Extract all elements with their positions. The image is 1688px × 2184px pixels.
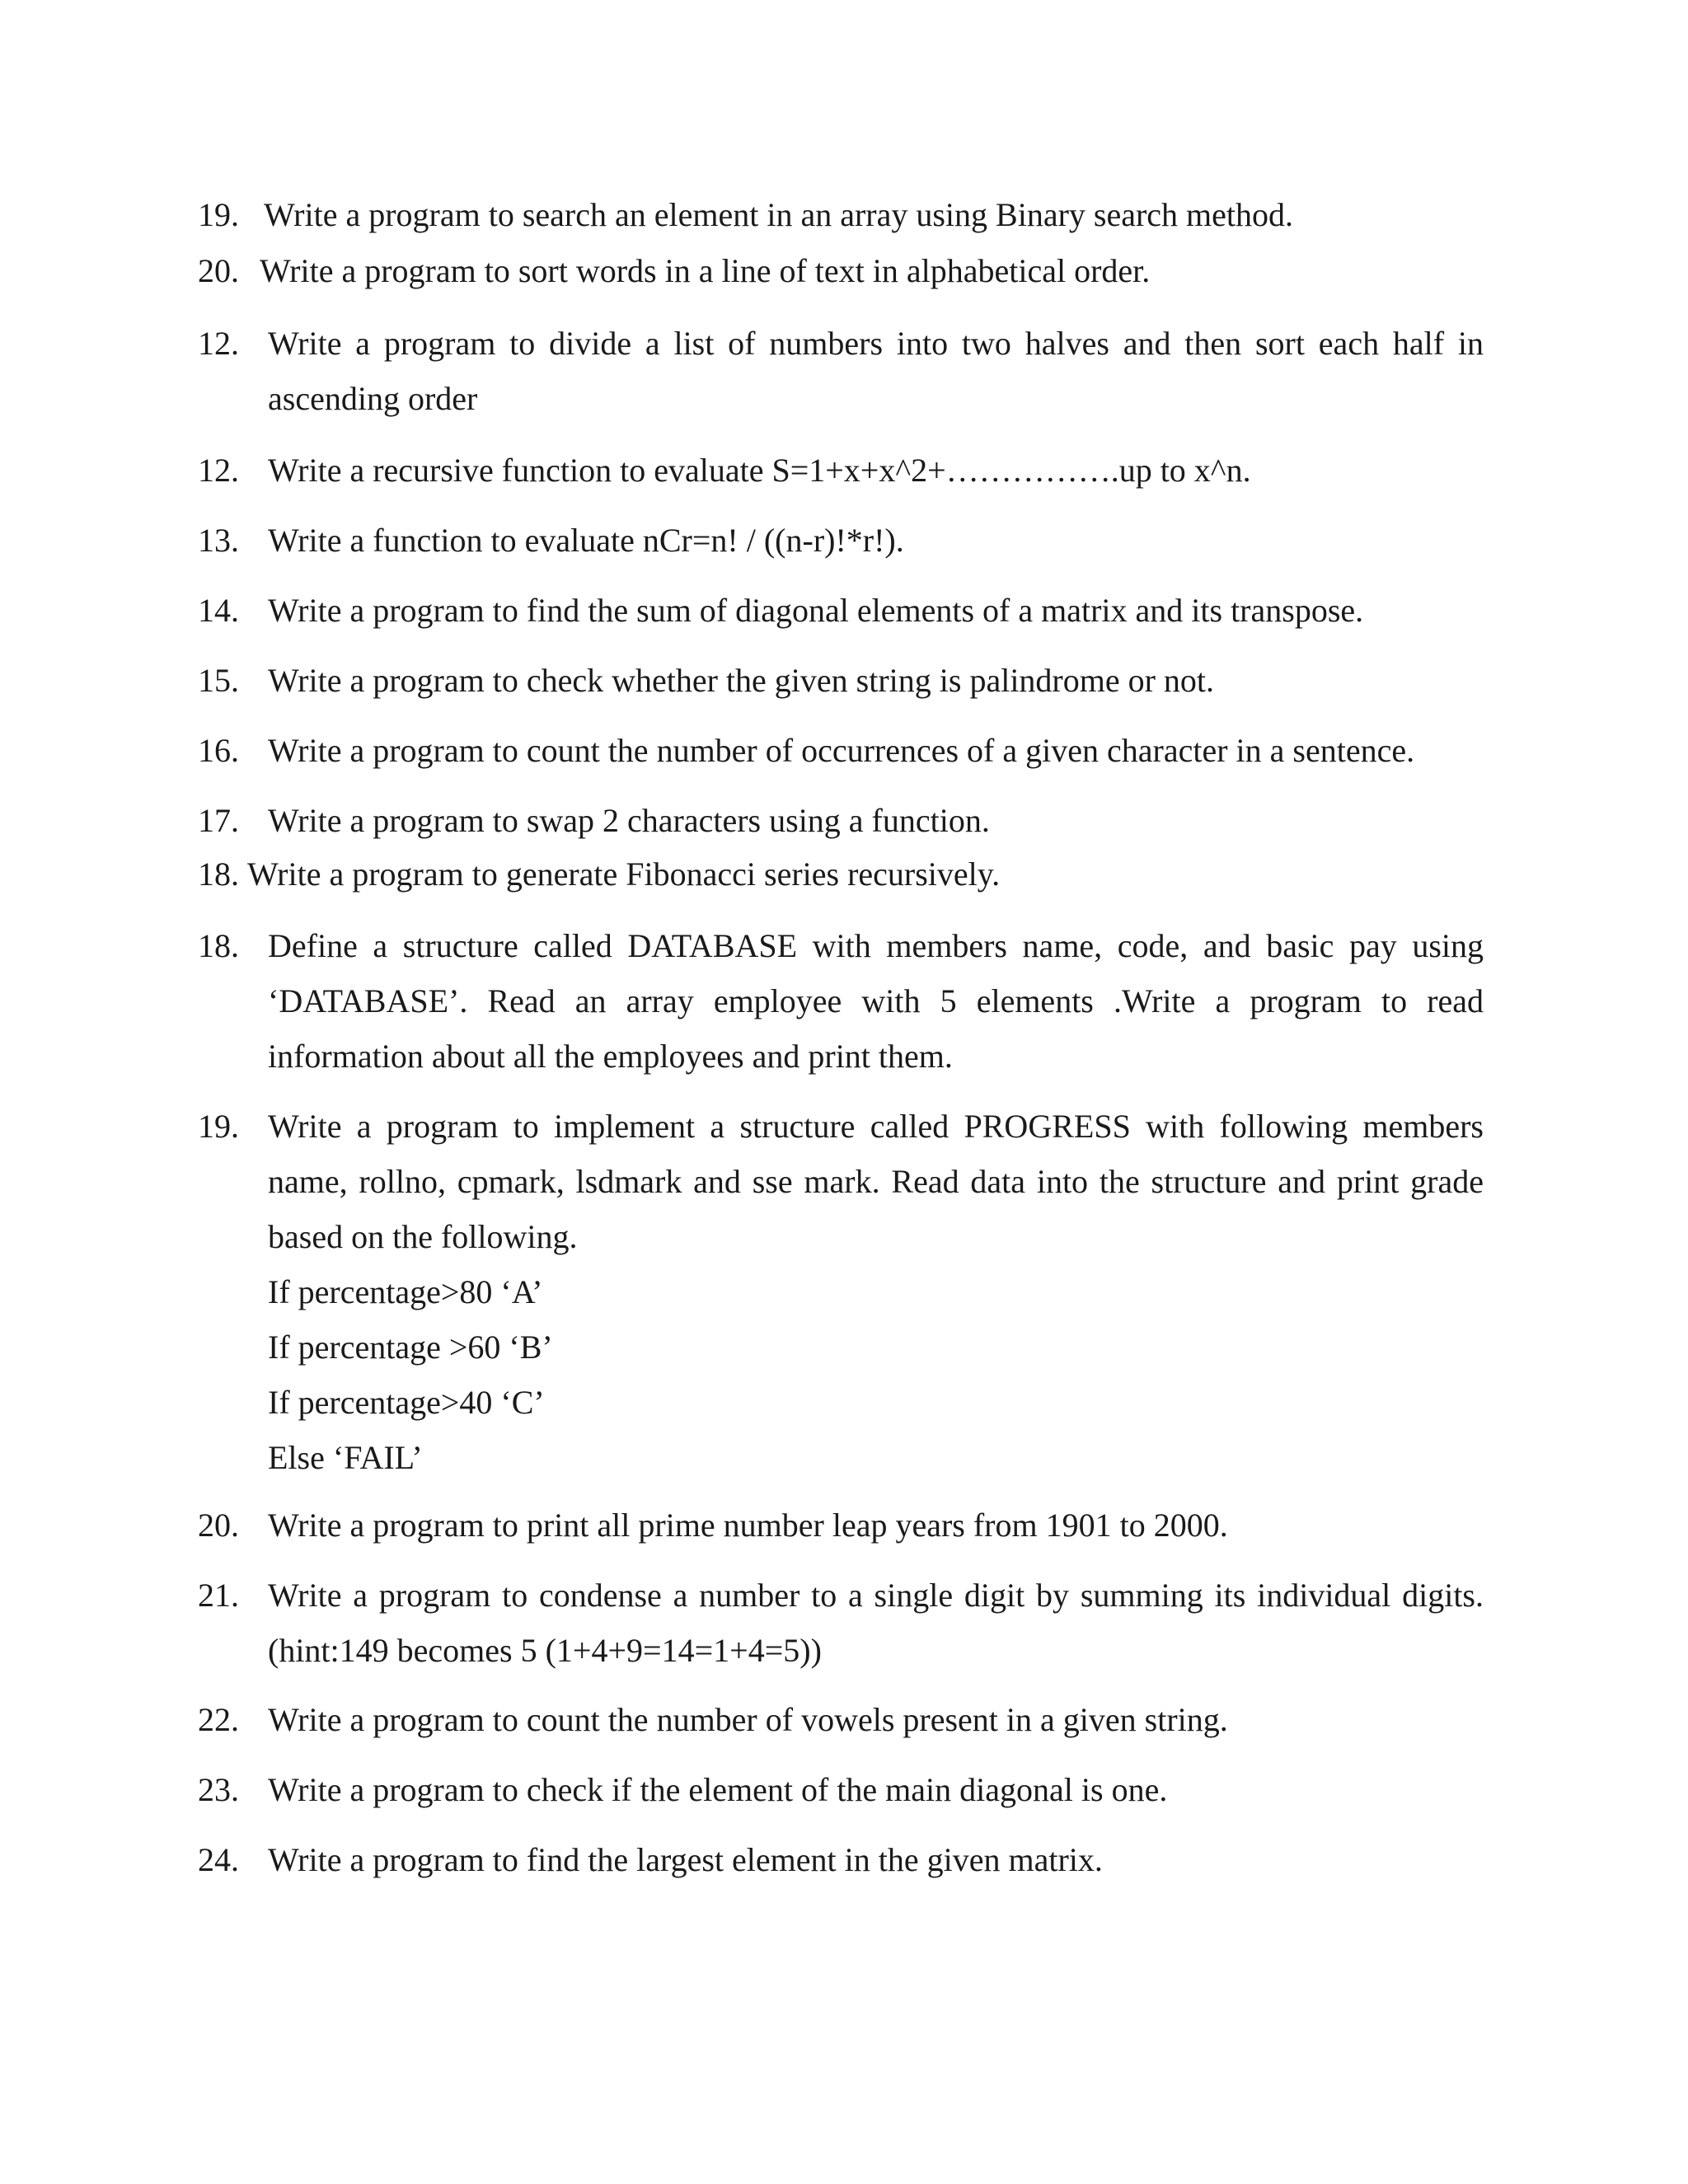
item-text: Write a program to print all prime number leap years from 1901 to 2000. (268, 1507, 1228, 1544)
item-text: Write a function to evaluate nCr=n! / ((n-r)!*r!). (268, 522, 904, 559)
list-item (198, 513, 1484, 568)
grade-condition: If percentage >60 ‘B’ (268, 1329, 553, 1366)
list-item (198, 583, 1484, 638)
item-number: 21. (198, 1577, 239, 1614)
grade-conditions (268, 1264, 1484, 1485)
item-number: 16. (198, 732, 239, 769)
grade-condition: If percentage>40 ‘C’ (268, 1384, 545, 1421)
item-number: 15. (198, 662, 239, 699)
item-text: Write a recursive function to evaluate S=1+x+x^2+…………….up to x^n. (268, 452, 1251, 489)
item-text: Write a program to find the sum of diagonal elements of a matrix and its transpose. (268, 592, 1364, 629)
list-item (198, 653, 1484, 708)
list-item (198, 187, 1484, 242)
item-text: Write a program to count the number of occurrences of a given character in a sentence. (268, 732, 1415, 769)
item-text: Write a program to check if the element of the main diagonal is one. (268, 1771, 1168, 1808)
list-item (198, 1568, 1484, 1678)
item-number: 19. (198, 1108, 239, 1145)
item-text: Write a program to sort words in a line of text in alphabetical order. (260, 252, 1151, 289)
item-number: 24. (198, 1841, 239, 1878)
item-number: 18. (198, 927, 239, 964)
list-item (198, 1692, 1484, 1747)
item-number: 20. (198, 252, 239, 289)
list-item (198, 723, 1484, 778)
item-number: 14. (198, 592, 239, 629)
list-item (198, 793, 1484, 848)
item-number: 12. (198, 325, 239, 362)
list-item (198, 316, 1484, 426)
item-text: Write a program to divide a list of numbers into two halves and then sort each half in ascending order (268, 325, 1484, 417)
item-text: Write a program to swap 2 characters using a function. (268, 802, 990, 839)
item-text: Write a program to find the largest element in the given matrix. (268, 1841, 1103, 1878)
list-item (198, 918, 1484, 1084)
item-text: Define a structure called DATABASE with members name, code, and basic pay using ‘DATABASE’. Read an array employee with 5 elements .Write a program to read information about all the employees and print them. (268, 927, 1484, 1075)
item-number: 22. (198, 1701, 239, 1738)
list-item (198, 443, 1484, 498)
grade-condition: If percentage>80 ‘A’ (268, 1273, 543, 1310)
list-item (198, 1099, 1484, 1485)
item-number: 18. (198, 855, 239, 893)
item-number: 23. (198, 1771, 239, 1808)
list-item (198, 1497, 1484, 1553)
item-number: 13. (198, 522, 239, 559)
list-item (198, 1762, 1484, 1817)
grade-condition: Else ‘FAIL’ (268, 1439, 423, 1476)
item-text: Write a program to check whether the given string is palindrome or not. (268, 662, 1215, 699)
item-text: Write a program to search an element in an array using Binary search method. (264, 196, 1294, 233)
item-text: Write a program to count the number of vowels present in a given string. (268, 1701, 1228, 1738)
item-number: 19. (198, 196, 239, 233)
list-item (198, 1832, 1484, 1887)
item-number: 17. (198, 802, 239, 839)
item-number: 12. (198, 452, 239, 489)
list-item (198, 846, 1484, 902)
item-text: Write a program to generate Fibonacci series recursively. (247, 855, 1001, 893)
item-text: Write a program to implement a structure called PROGRESS with following members name, rollno, cpmark, lsdmark and sse mark. Read data into the structure and print grade based on the following. (268, 1108, 1484, 1255)
list-item (198, 243, 1484, 298)
item-number: 20. (198, 1507, 239, 1544)
item-text: Write a program to condense a number to a single digit by summing its individual digits.(hint:149 becomes 5 (1+4+9=14=1+4=5)) (268, 1577, 1484, 1669)
